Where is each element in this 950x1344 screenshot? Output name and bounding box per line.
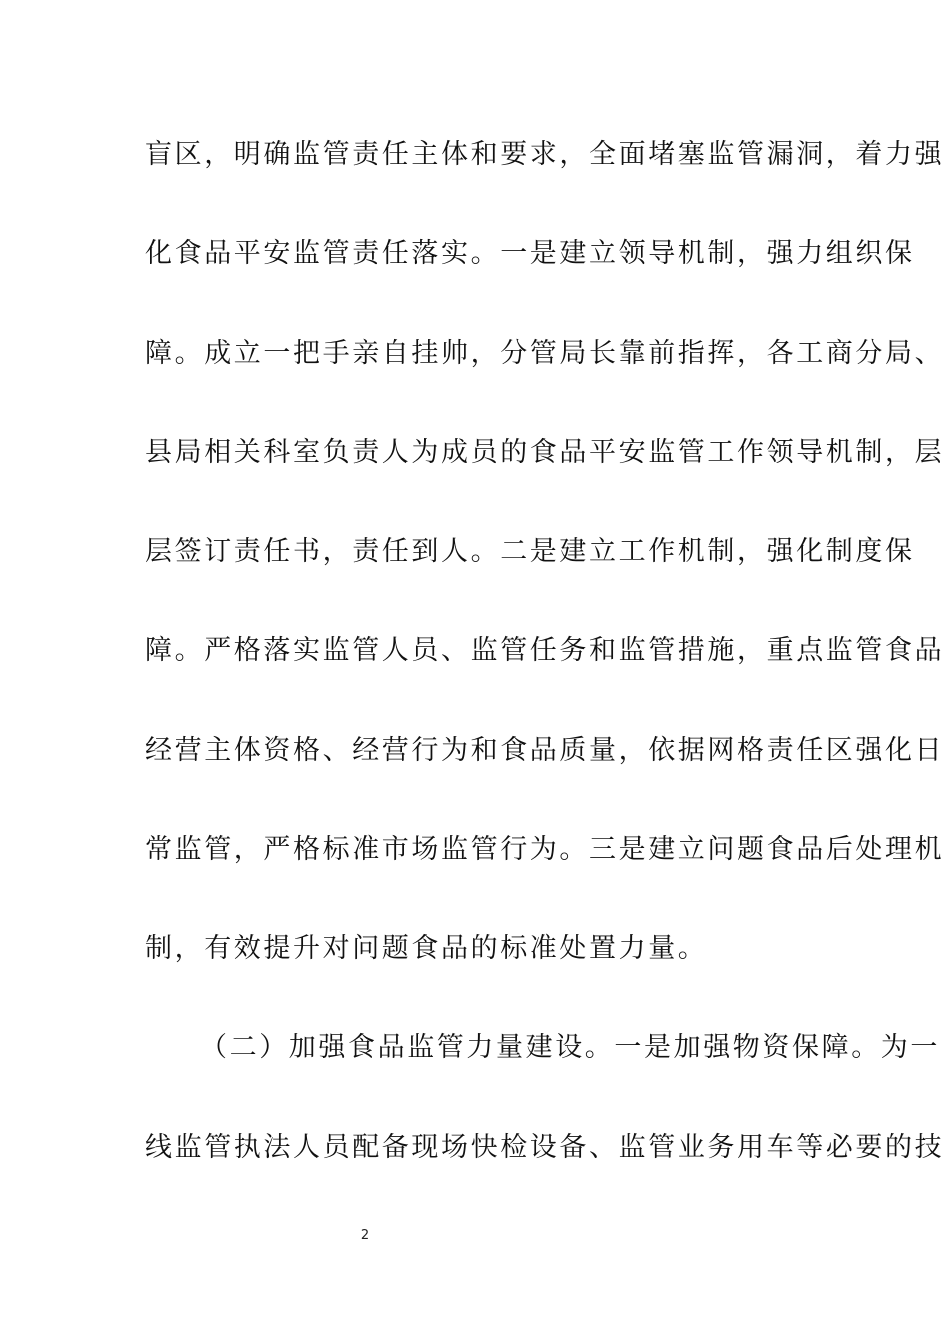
body-text-line: 经营主体资格、经营行为和食品质量，依据网格责任区强化日 — [145, 735, 945, 766]
body-text-line: 化食品平安监管责任落实。一是建立领导机制，强力组织保 — [145, 238, 915, 269]
body-text-line: 障。严格落实监管人员、监管任务和监管措施，重点监管食品 — [145, 635, 945, 666]
page-number: 2 — [360, 1228, 370, 1243]
paragraph-first-line: （二）加强食品监管力量建设。一是加强物资保障。为一 — [200, 1032, 940, 1063]
body-text-line: 障。成立一把手亲自挂帅，分管局长靠前指挥，各工商分局、 — [145, 338, 945, 369]
body-text-line: 制，有效提升对问题食品的标准处置力量。 — [145, 933, 708, 964]
body-text-line: 盲区，明确监管责任主体和要求，全面堵塞监管漏洞，着力强 — [145, 139, 945, 170]
body-text-line: 层签订责任书，责任到人。二是建立工作机制，强化制度保 — [145, 536, 915, 567]
body-text-line: 常监管，严格标准市场监管行为。三是建立问题食品后处理机 — [145, 834, 945, 865]
body-text-line: 县局相关科室负责人为成员的食品平安监管工作领导机制，层 — [145, 437, 945, 468]
body-text-line: 线监管执法人员配备现场快检设备、监管业务用车等必要的技 — [145, 1132, 945, 1163]
